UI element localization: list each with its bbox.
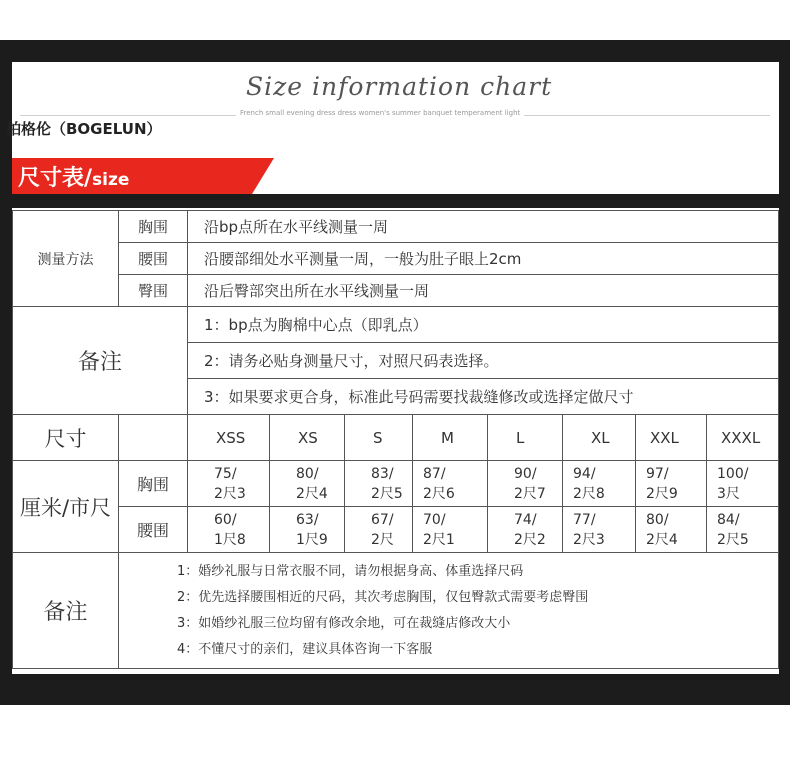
subtitle: French small evening dress dress women's summer banquet temperament light <box>236 109 524 117</box>
waist-value <box>563 507 636 553</box>
size-banner <box>12 158 274 194</box>
waist-value <box>707 507 779 553</box>
note1-item: 1：bp点为胸棉中心点（即乳点） <box>188 307 779 343</box>
note2-list <box>119 553 779 669</box>
measure-desc: 沿bp点所在水平线测量一周 <box>188 211 779 243</box>
note2-item: 2：优先选择腰围相近的尺码，其次考虑胸围，仅包臀款式需要考虑臀围 <box>177 589 589 605</box>
bust-cm: 83/ <box>371 465 394 482</box>
size-label: XXL <box>636 415 707 461</box>
sizes-label: 尺寸 <box>13 415 119 461</box>
size-label: S <box>345 415 413 461</box>
measure-row-bust <box>13 211 779 243</box>
bust-cm: 80/ <box>296 465 319 482</box>
bust-chi: 2尺4 <box>296 485 328 502</box>
bust-value <box>636 461 707 507</box>
black-divider <box>12 194 779 208</box>
note2-row <box>13 553 779 669</box>
bust-cm: 97/ <box>646 465 669 482</box>
bust-cm: 90/ <box>514 465 537 482</box>
bust-cm: 75/ <box>214 465 237 482</box>
bust-value <box>270 461 345 507</box>
banner-title-en: size <box>92 170 130 190</box>
waist-cm: 80/ <box>646 511 669 528</box>
bust-chi: 2尺6 <box>423 485 455 502</box>
waist-label: 腰围 <box>119 507 188 553</box>
waist-chi: 2尺3 <box>573 531 605 548</box>
bust-label: 胸围 <box>119 461 188 507</box>
size-label: L <box>488 415 563 461</box>
empty-cell <box>119 415 188 461</box>
script-title: Size information chart <box>246 72 553 101</box>
notes2-label: 备注 <box>13 553 119 669</box>
note2-item: 1：婚纱礼服与日常衣服不同，请勿根据身高、体重选择尺码 <box>177 563 524 579</box>
waist-chi: 2尺1 <box>423 531 455 548</box>
waist-value <box>636 507 707 553</box>
waist-value <box>488 507 563 553</box>
bust-cm: 87/ <box>423 465 446 482</box>
bust-cm: 100/ <box>717 465 749 482</box>
bust-chi: 3尺 <box>717 485 740 502</box>
waist-cm: 60/ <box>214 511 237 528</box>
bust-value <box>563 461 636 507</box>
waist-chi: 2尺2 <box>514 531 546 548</box>
waist-cm: 84/ <box>717 511 740 528</box>
waist-cm: 74/ <box>514 511 537 528</box>
bust-value <box>707 461 779 507</box>
waist-value <box>188 507 270 553</box>
waist-chi: 2尺4 <box>646 531 678 548</box>
banner-title-cn: 尺寸表/ <box>18 166 93 191</box>
waist-cm: 77/ <box>573 511 596 528</box>
waist-value <box>413 507 488 553</box>
measure-desc: 沿后臀部突出所在水平线测量一周 <box>188 275 779 307</box>
waist-chi: 1尺9 <box>296 531 328 548</box>
waist-row <box>13 507 779 553</box>
waist-cm: 67/ <box>371 511 394 528</box>
bust-chi: 2尺5 <box>371 485 403 502</box>
waist-chi: 2尺 <box>371 531 394 548</box>
units-label: 厘米/市尺 <box>13 461 119 553</box>
banner-title <box>18 161 129 192</box>
bust-chi: 2尺9 <box>646 485 678 502</box>
bust-value <box>488 461 563 507</box>
waist-value <box>270 507 345 553</box>
bust-cm: 94/ <box>573 465 596 482</box>
size-label: XL <box>563 415 636 461</box>
size-label: M <box>413 415 488 461</box>
bust-value <box>413 461 488 507</box>
bust-chi: 2尺3 <box>214 485 246 502</box>
size-table <box>12 210 779 669</box>
size-label: XXXL <box>707 415 779 461</box>
note1-item: 3：如果要求更合身，标准此号码需要找裁缝修改或选择定做尺寸 <box>188 379 779 415</box>
waist-cm: 70/ <box>423 511 446 528</box>
waist-chi: 2尺5 <box>717 531 749 548</box>
measure-row-hip <box>13 275 779 307</box>
size-label: XSS <box>188 415 270 461</box>
waist-value <box>345 507 413 553</box>
bust-chi: 2尺7 <box>514 485 546 502</box>
notes1-label: 备注 <box>13 307 188 415</box>
bust-chi: 2尺8 <box>573 485 605 502</box>
size-label: XS <box>270 415 345 461</box>
bust-row <box>13 461 779 507</box>
measure-row-waist <box>13 243 779 275</box>
note2-item: 3：如婚纱礼服三位均留有修改余地，可在裁缝店修改大小 <box>177 615 511 631</box>
measure-part: 腰围 <box>119 243 188 275</box>
measure-desc: 沿腰部细处水平测量一周，一般为肚子眼上2cm <box>188 243 779 275</box>
note1-row <box>13 307 779 343</box>
note1-item: 2：请务必贴身测量尺寸，对照尺码表选择。 <box>188 343 779 379</box>
size-header-row <box>13 415 779 461</box>
waist-chi: 1尺8 <box>214 531 246 548</box>
note2-item: 4：不懂尺寸的亲们，建议具体咨询一下客服 <box>177 641 433 657</box>
bust-value <box>345 461 413 507</box>
waist-cm: 63/ <box>296 511 319 528</box>
brand-name: 柏格伦（BOGELUN） <box>6 120 162 138</box>
measure-part: 臀围 <box>119 275 188 307</box>
measure-label: 测量方法 <box>13 211 119 307</box>
bust-value <box>188 461 270 507</box>
measure-part: 胸围 <box>119 211 188 243</box>
